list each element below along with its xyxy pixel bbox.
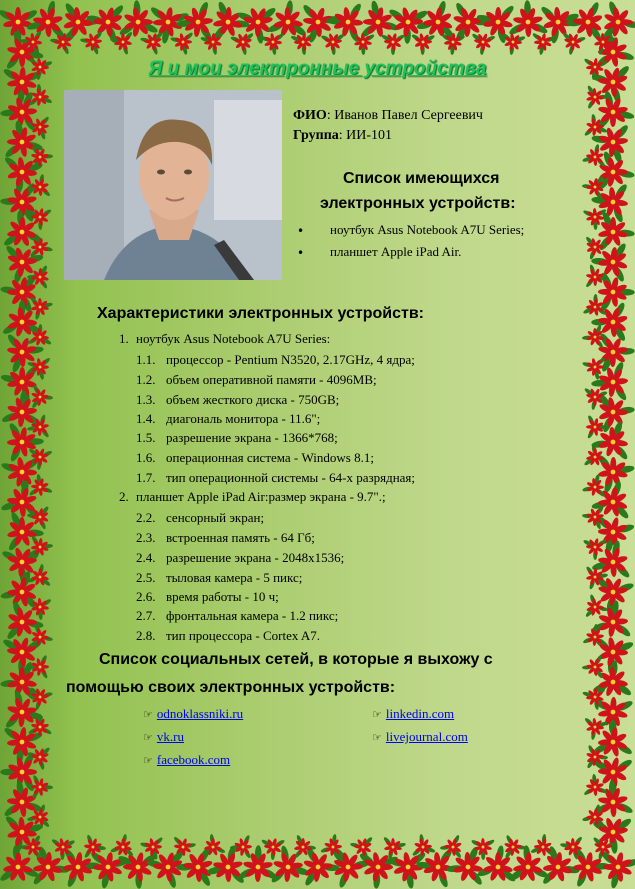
spec-item-number: 1.3.: [136, 392, 156, 407]
social-link-row: [372, 729, 468, 745]
spec-item: тыловая камера - 5 пикс;: [166, 570, 303, 585]
bullet-icon: •: [297, 246, 305, 260]
spec-item-number: 1.1.: [136, 352, 156, 367]
poinsettia-flower-icon: [49, 830, 80, 862]
poinsettia-flower-icon: [582, 773, 608, 797]
spec-item-number: 1.6.: [136, 450, 156, 465]
fio-line: [293, 108, 483, 124]
spec-item: фронтальная камера - 1.2 пикс;: [166, 608, 339, 623]
link-linkedin[interactable]: linkedin.com: [385, 706, 455, 721]
spec-group-label: ноутбук Asus Notebook A7U Series:: [136, 331, 331, 346]
link-odnoklassniki[interactable]: odnoklassniki.ru: [156, 706, 244, 721]
specs-heading: Характеристики электронных устройств:: [97, 305, 424, 322]
link-facebook[interactable]: facebook.com: [156, 752, 231, 767]
spec-item-number: 2.3.: [136, 530, 156, 545]
spec-item: тип процессора - Cortex A7.: [166, 628, 321, 643]
devices-heading-line1: Список имеющихся: [343, 170, 500, 187]
link-vk[interactable]: vk.ru: [156, 729, 184, 744]
social-link-row: [143, 706, 243, 722]
pointing-hand-icon: ☞: [372, 731, 382, 744]
spec-item: процессор - Pentium N3520, 2.17GHz, 4 ядра;: [166, 352, 415, 367]
spec-item-number: 2.4.: [136, 550, 156, 565]
spec-item: разрешение экрана - 1366*768;: [166, 430, 338, 445]
group-label: Группа: [293, 128, 339, 143]
poinsettia-flower-icon: [319, 832, 347, 858]
spec-item-number: 2.8.: [136, 628, 156, 643]
poinsettia-flower-icon: [260, 31, 287, 56]
spec-item: встроенная память - 64 Гб;: [166, 530, 315, 545]
fio-label: ФИО: [293, 108, 327, 123]
group-value: : ИИ-101: [338, 128, 393, 143]
pointing-hand-icon: ☞: [143, 708, 153, 721]
spec-item-number: 2.2.: [136, 510, 156, 525]
spec-item-number: 2.7.: [136, 608, 156, 623]
spec-item: разрешение экрана - 2048x1536;: [166, 550, 345, 565]
poinsettia-flower-icon: [31, 774, 54, 799]
group-line: [293, 128, 392, 144]
profile-photo: [64, 90, 282, 280]
link-livejournal[interactable]: livejournal.com: [385, 729, 468, 744]
bullet-icon: •: [297, 224, 305, 238]
pointing-hand-icon: ☞: [143, 754, 153, 767]
spec-item: объем жесткого диска - 750GB;: [166, 392, 340, 407]
spec-item: сенсорный экран;: [166, 510, 265, 525]
device-item: планшет Apple iPad Air.: [330, 244, 462, 259]
page-title: Я и мои электронные устройства: [148, 58, 487, 79]
social-link-row: [143, 729, 184, 745]
spec-item-number: 1.2.: [136, 372, 156, 387]
pointing-hand-icon: ☞: [143, 731, 153, 744]
spec-item-number: 1.4.: [136, 411, 156, 426]
spec-item: время работы - 10 ч;: [166, 589, 279, 604]
poinsettia-flower-icon: [26, 472, 53, 497]
poinsettia-flower-icon: [350, 33, 375, 56]
spec-item-number: 2.5.: [136, 570, 156, 585]
spec-item: объем оперативной памяти - 4096MB;: [166, 372, 377, 387]
poinsettia-flower-icon: [578, 530, 609, 562]
spec-item: диагональ монитора - 11.6";: [166, 411, 321, 426]
device-item: ноутбук Asus Notebook A7U Series;: [330, 222, 525, 237]
person-photo-icon: [64, 90, 282, 280]
fio-value: : Иванов Павел Сергеевич: [326, 108, 483, 123]
spec-item-number: 1.5.: [136, 430, 156, 445]
spec-item-number: 1.7.: [136, 470, 156, 485]
spec-group-number: 2.: [119, 489, 129, 504]
spec-group-label: планшет Apple iPad Air:размер экрана - 9.7".;: [136, 489, 386, 504]
spec-group-number: 1.: [119, 331, 129, 346]
spec-item: операционная система - Windows 8.1;: [166, 450, 374, 465]
devices-heading-line2: электронных устройств:: [320, 195, 516, 212]
spec-item-number: 2.6.: [136, 589, 156, 604]
social-link-row: [143, 752, 230, 768]
spec-item: тип операционной системы - 64-х разрядная;: [166, 470, 416, 485]
social-heading-line1: Список социальных сетей, в которые я выхожу с: [99, 651, 493, 668]
social-link-row: [372, 706, 454, 722]
poinsettia-flower-icon: [578, 79, 610, 111]
pointing-hand-icon: ☞: [372, 708, 382, 721]
poinsettia-flower-icon: [507, 0, 549, 38]
social-heading-line2: помощью своих электронных устройств:: [66, 679, 396, 696]
